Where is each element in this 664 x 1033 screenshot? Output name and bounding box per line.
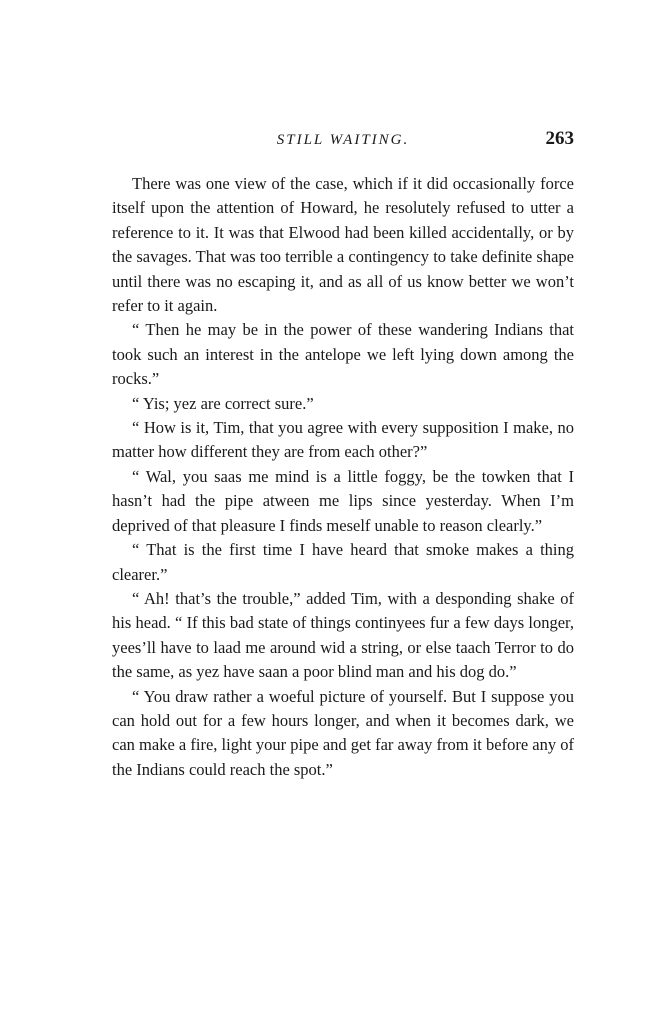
running-head xyxy=(112,128,574,158)
page-number: 263 xyxy=(545,128,574,149)
paragraph: “ Yis; yez are correct sure.” xyxy=(132,393,314,413)
paragraph: “ How is it, Tim, that you agree with every supposition I make, no matter how different they are from each other?” xyxy=(112,418,574,462)
running-title: STILL WAITING. xyxy=(276,132,410,148)
paragraph: “ Wal, you saas me mind is a little foggy, be the towken that I hasn’t had the pipe atween me lips since yesterday. When I’m deprived of that pleasure I finds meself unable to reason clearly.” xyxy=(112,466,574,535)
paragraph: “ You draw rather a woeful picture of yourself. But I suppose you can hold out for a few hours longer, and when it becomes dark, we can make a fire, light your pipe and get far away from it before any of the Indians could reach the spot.” xyxy=(112,686,574,779)
paragraph: “ That is the first time I have heard that smoke makes a thing clearer.” xyxy=(112,540,574,584)
paragraph: There was one view of the case, which if it did occasionally force itself upon the attention of Howard, he resolutely refused to utter a reference to it. It was that Elwood had been killed accidentally, or by the savages. That was too terrible a contingency to take definite shape until there was no escaping it, and as all of us know better we won’t refer to it again. xyxy=(112,174,574,316)
paragraph: “ Ah! that’s the trouble,” added Tim, with a desponding shake of his head. “ If this bad state of things continyees fur a few days longer, yees’ll have to laad me around wid a string, or else taach Terror to do the same, as yez have saan a poor blind man and his dog do.” xyxy=(112,588,574,682)
paragraph: “ Then he may be in the power of these wandering Indians that took such an interest in the antelope we left lying down among the rocks.” xyxy=(112,320,574,389)
body-text xyxy=(112,172,574,782)
